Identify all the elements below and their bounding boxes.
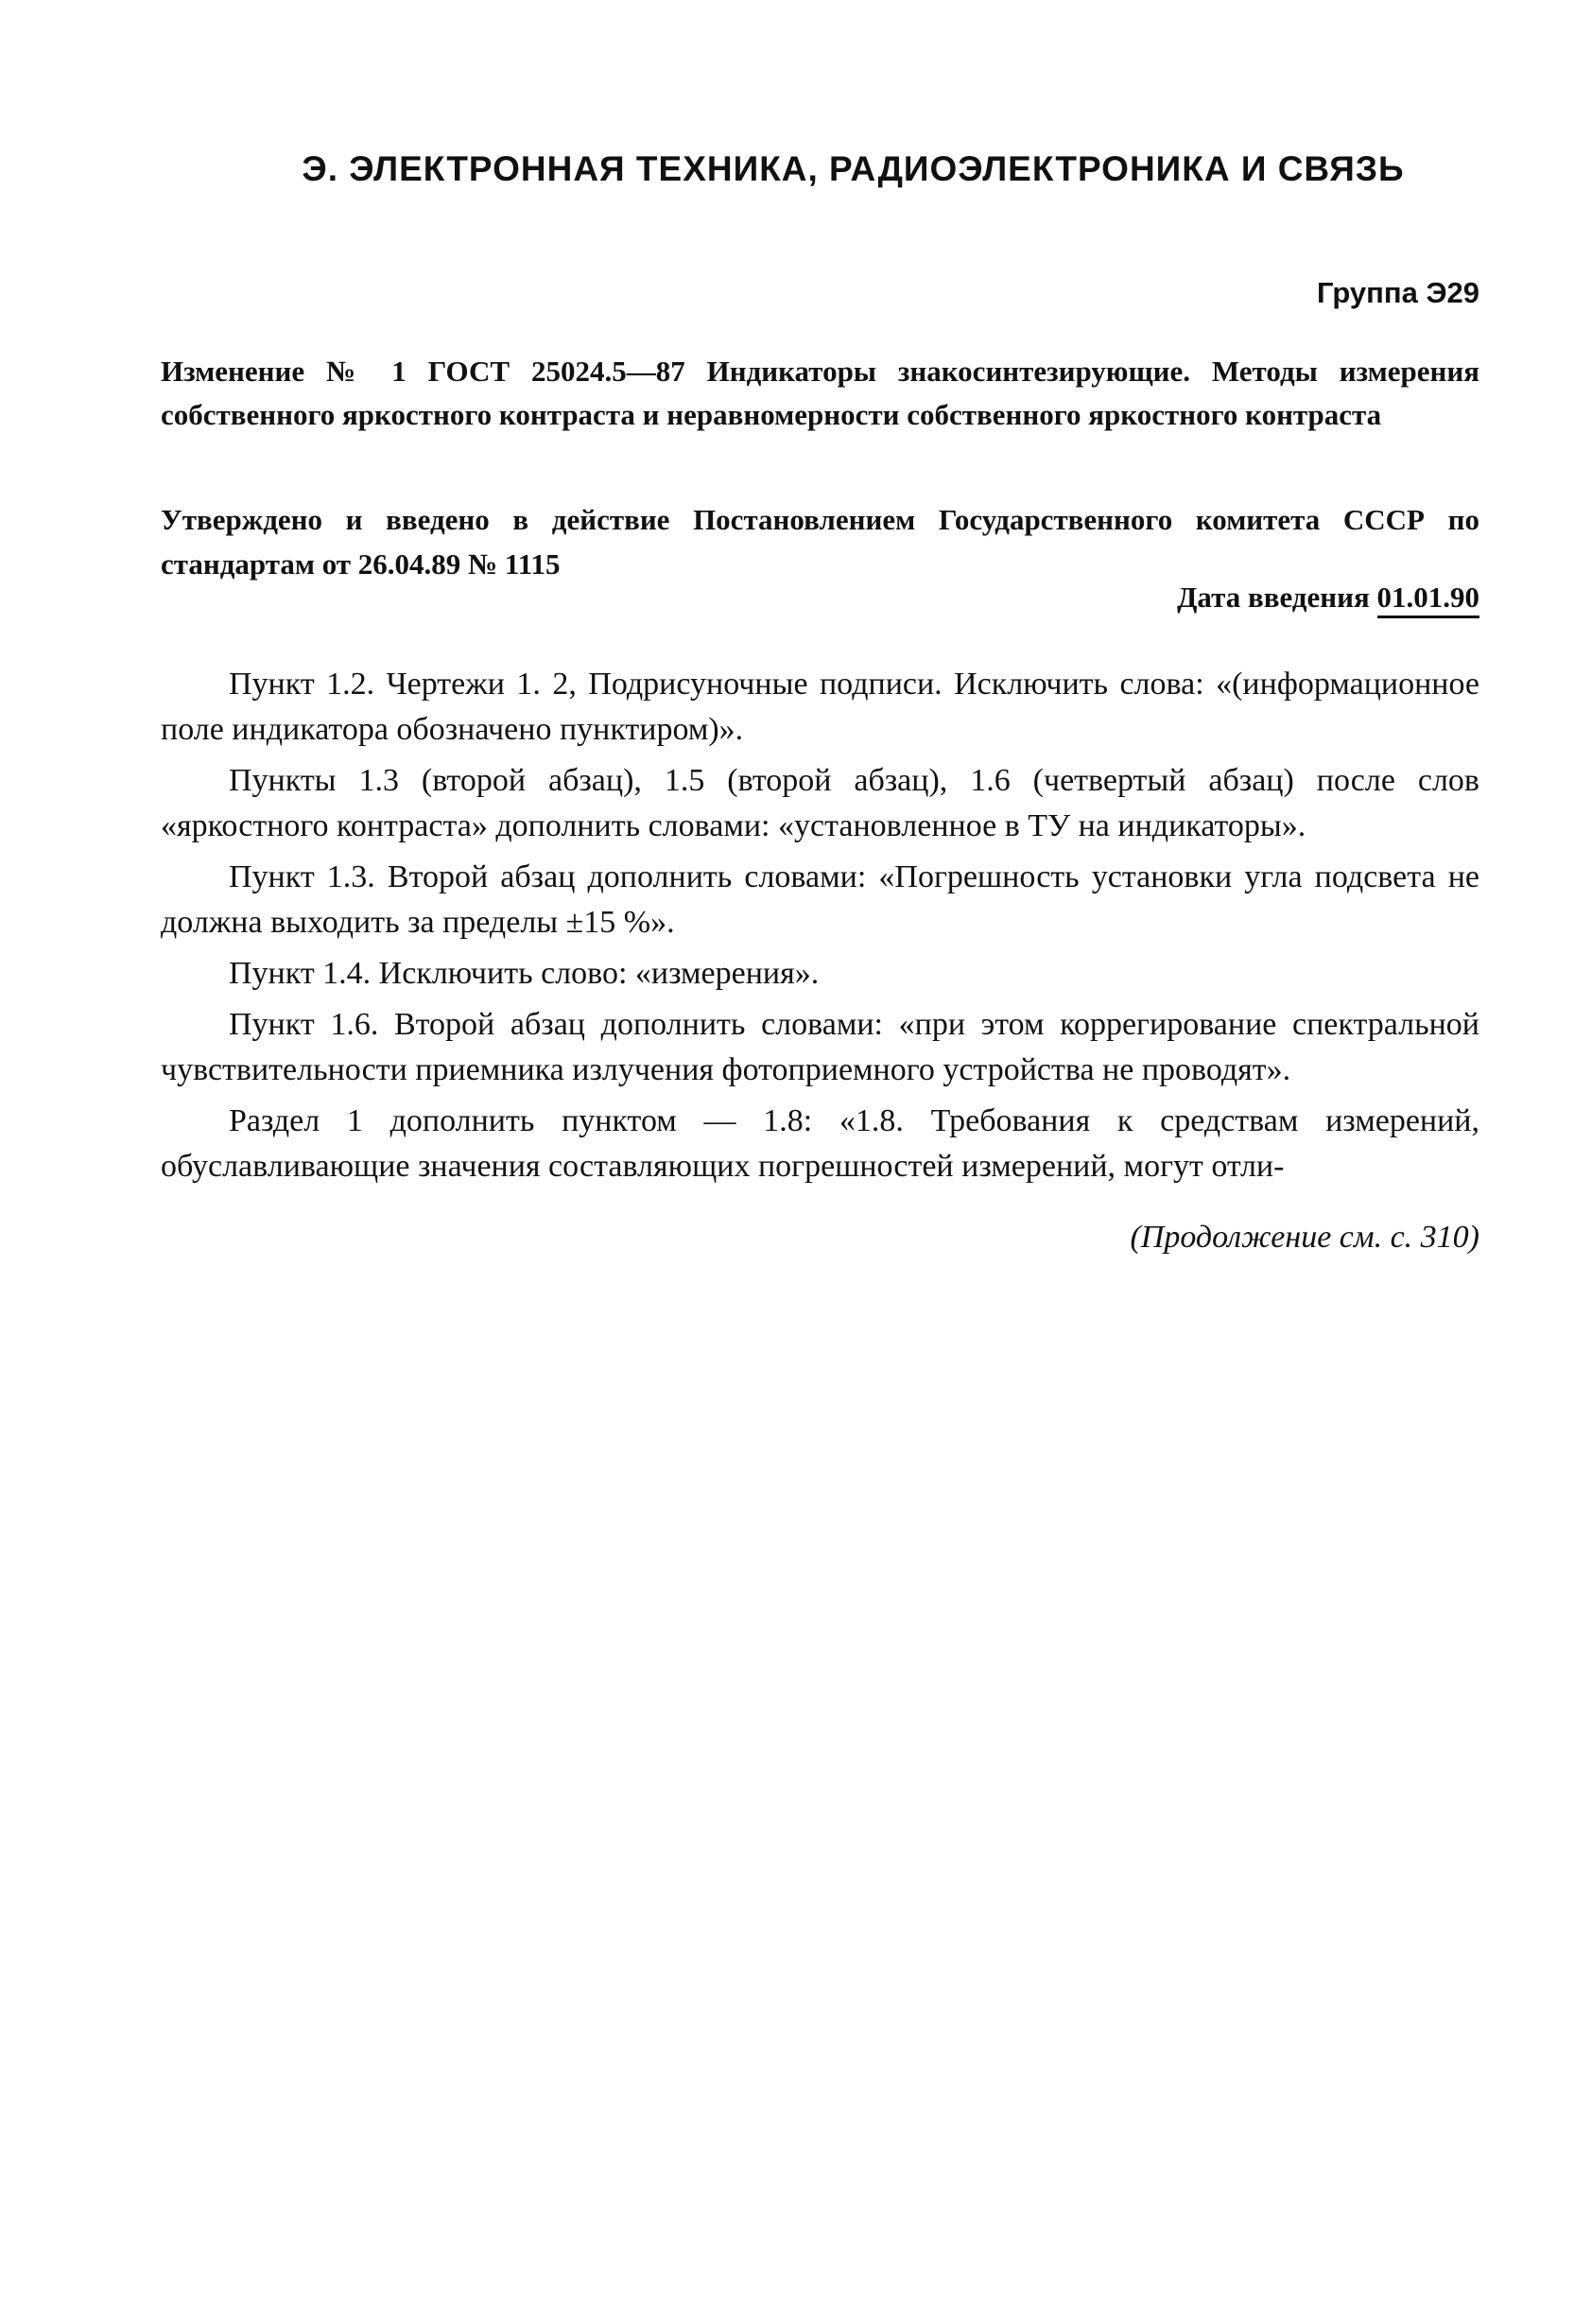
introduction-date-value: 01.01.90	[1377, 581, 1480, 618]
body-text	[161, 662, 1479, 1195]
approval-statement: Утверждено и введено в действие Постановлением Государственного комитета СССР по стандартам от 26.04.89 № 1115	[161, 503, 1479, 581]
section-title: Э. ЭЛЕКТРОННАЯ ТЕХНИКА, РАДИОЭЛЕКТРОНИКА И СВЯЗЬ	[302, 149, 1405, 188]
introduction-date-label: Дата введения	[1177, 581, 1370, 614]
paragraph-item-1-2: Пункт 1.2. Чертежи 1. 2, Подрисуночные подписи. Исключить слова: «(информационное поле индикатора обозначено пунктиром)».	[161, 667, 1479, 747]
paragraph-section-1-addition: Раздел 1 дополнить пунктом — 1.8: «1.8. Требования к средствам измерений, обуславливающие значения составляющих погрешностей измерений, могут отли-	[161, 1103, 1479, 1184]
paragraph-items-1-3-1-5-1-6: Пункты 1.3 (второй абзац), 1.5 (второй абзац), 1.6 (четвертый абзац) после слов «яркостного контраста» дополнить словами: «установленное в ТУ на индикаторы».	[161, 763, 1479, 843]
introduction-date	[1177, 581, 1479, 615]
group-label: Группа Э29	[1317, 276, 1479, 309]
paragraph-item-1-4: Пункт 1.4. Исключить слово: «измерения».	[229, 956, 820, 991]
paragraph-item-1-6: Пункт 1.6. Второй абзац дополнить словами: «при этом коррегирование спектральной чувствительности приемника излучения фотоприемного устройства не проводят».	[161, 1007, 1479, 1087]
change-title: Изменение № 1 ГОСТ 25024.5—87 Индикаторы знакосинтезирующие. Методы измерения собственного яркостного контраста и неравномерности собственного яркостного контраста	[161, 355, 1479, 431]
continuation-note: (Продолжение см. с. 310)	[1130, 1220, 1479, 1255]
paragraph-item-1-3: Пункт 1.3. Второй абзац дополнить словами: «Погрешность установки угла подсвета не должна выходить за пределы ±15 %».	[161, 859, 1479, 940]
